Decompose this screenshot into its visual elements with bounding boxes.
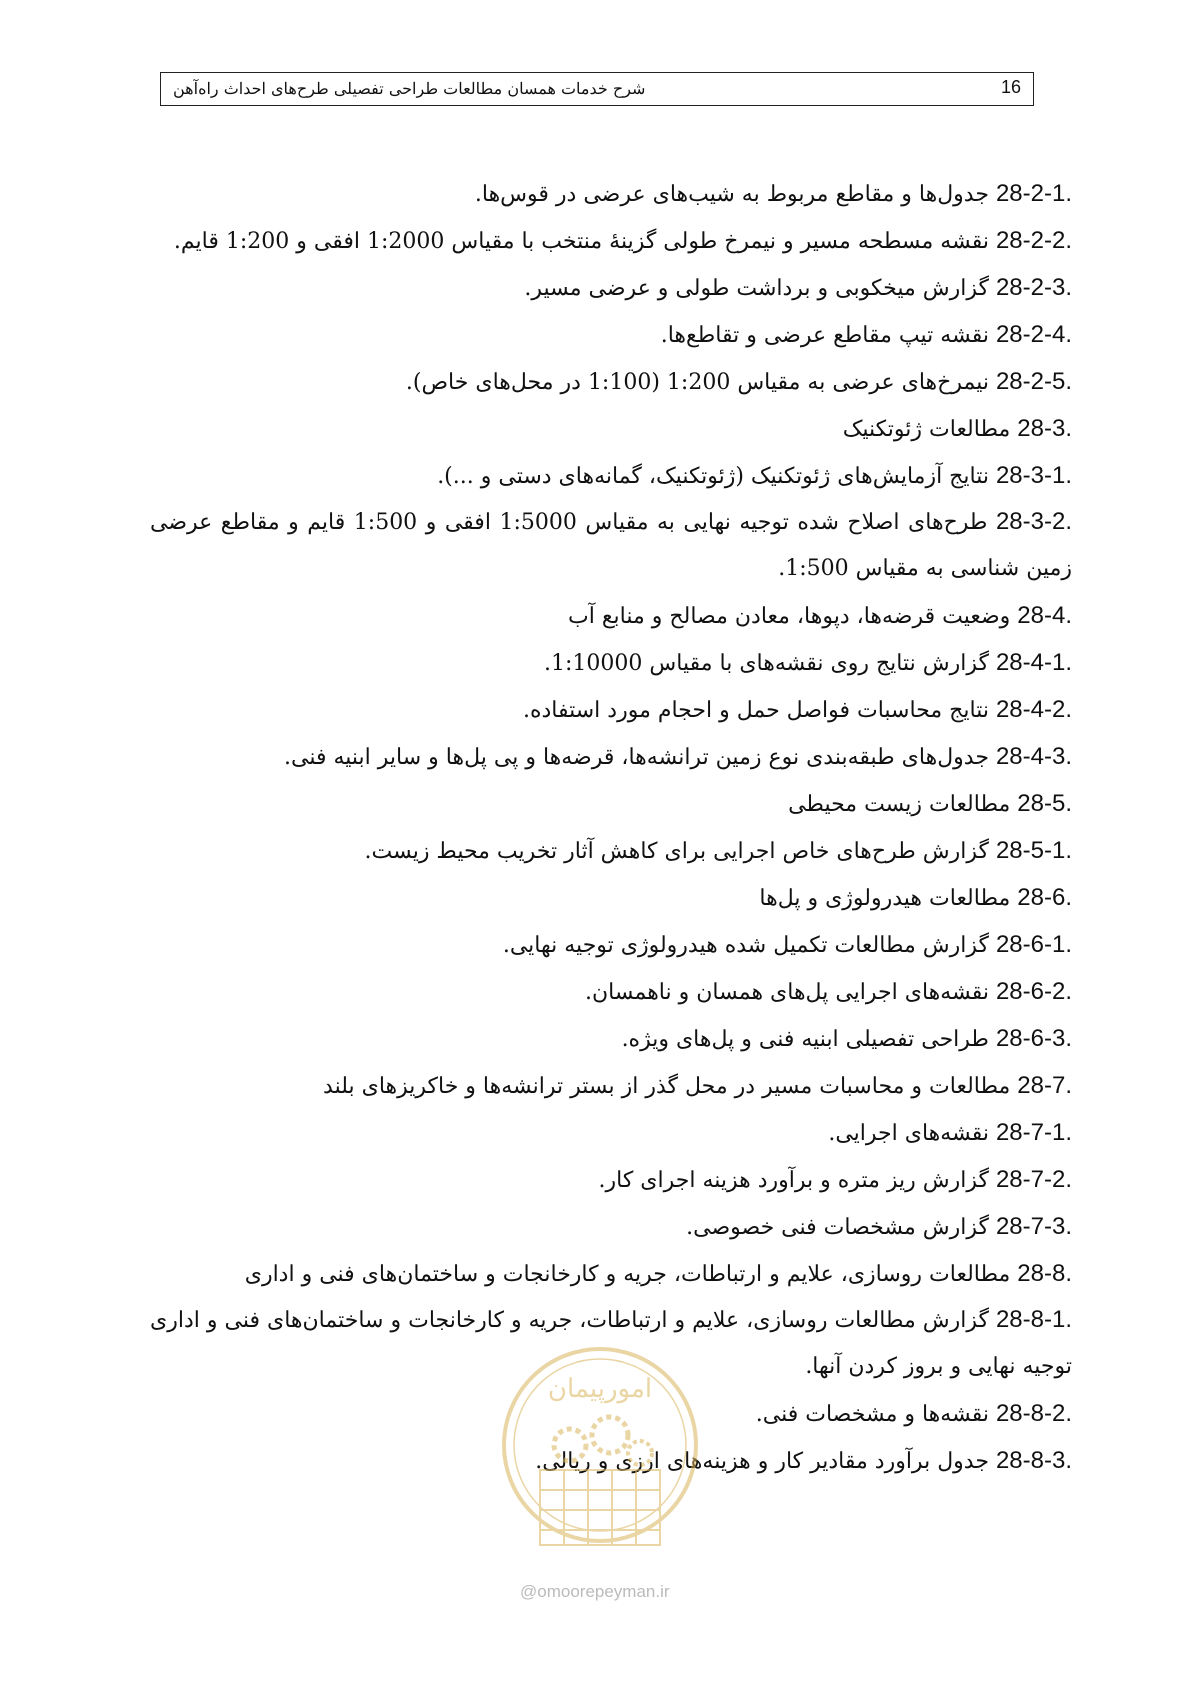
outline-item <box>150 780 1072 827</box>
item-number: 28-2-1. <box>995 180 1072 207</box>
item-number: 28-4-1. <box>995 649 1072 676</box>
outline-item <box>150 686 1072 733</box>
outline-item <box>150 217 1072 264</box>
outline-item <box>150 1109 1072 1156</box>
item-text: نتایج آزمایش‌های ژئوتکنیک (ژئوتکنیک، گمانه‌های دستی و ...). <box>437 464 996 489</box>
item-number: 28-3. <box>1017 415 1072 442</box>
item-number: 28-3-1. <box>995 462 1072 489</box>
outline-item <box>150 639 1072 686</box>
item-number: 28-2-2. <box>995 227 1072 254</box>
item-number: 28-8-1. <box>995 1306 1072 1333</box>
item-number: 28-5-1. <box>995 837 1072 864</box>
item-text: جدول برآورد مقادیر کار و هزینه‌های ارزی و ریالی. <box>535 1449 996 1474</box>
outline-item <box>150 1250 1072 1297</box>
item-text: گزارش نتایج روی نقشه‌های با مقیاس 1:10000. <box>544 651 996 676</box>
item-number: 28-8-2. <box>995 1400 1072 1427</box>
item-number: 28-6-3. <box>995 1025 1072 1052</box>
item-text: نقشه‌ها و مشخصات فنی. <box>755 1402 996 1427</box>
outline-item <box>150 311 1072 358</box>
item-text: گزارش مطالعات روسازی، علایم و ارتباطات، جریه و کارخانجات و ساختمان‌های فنی و اداری توجیه نهایی و بروز کردن آنها. <box>150 1308 1072 1379</box>
item-number: 28-8. <box>1017 1260 1072 1287</box>
outline-item <box>150 1156 1072 1203</box>
header-title: شرح خدمات همسان مطالعات طراحی تفصیلی طرح‌های احداث راه‌آهن <box>173 79 646 98</box>
item-text: طراحی تفصیلی ابنیه فنی و پل‌های ویژه. <box>621 1027 996 1052</box>
outline-item <box>150 358 1072 405</box>
outline-item <box>150 592 1072 639</box>
item-text: مطالعات روسازی، علایم و ارتباطات، جریه و کارخانجات و ساختمان‌های فنی و اداری <box>244 1262 1018 1287</box>
item-number: 28-7-3. <box>995 1213 1072 1240</box>
item-text: گزارش مطالعات تکمیل شده هیدرولوژی توجیه نهایی. <box>502 933 996 958</box>
item-number: 28-6. <box>1017 884 1072 911</box>
item-text: نقشه مسطحه مسیر و نیمرخ طولی گزینهٔ منتخب با مقیاس 1:2000 افقی و 1:200 قایم. <box>173 229 996 254</box>
item-number: 28-7-1. <box>995 1119 1072 1146</box>
item-number: 28-7-2. <box>995 1166 1072 1193</box>
item-text: مطالعات هیدرولوژی و پل‌ها <box>759 886 1018 911</box>
item-text: نقشه‌های اجرایی. <box>828 1121 996 1146</box>
item-number: 28-7. <box>1017 1072 1072 1099</box>
item-text: نقشه تیپ مقاطع عرضی و تقاطع‌ها. <box>660 323 996 348</box>
item-text: نقشه‌های اجرایی پل‌های همسان و ناهمسان. <box>585 980 996 1005</box>
outline-item <box>150 405 1072 452</box>
item-text: گزارش طرح‌های خاص اجرایی برای کاهش آثار تخریب محیط زیست. <box>364 839 996 864</box>
outline-item <box>150 733 1072 780</box>
watermark-site: @omoorepeyman.ir <box>520 1582 670 1601</box>
watermark-logo-text: امورپیمان <box>547 1374 653 1404</box>
item-text: طرح‌های اصلاح شده توجیه نهایی به مقیاس 1:5000 افقی و 1:500 قایم و مقاطع عرضی زمین شناسی به مقیاس 1:500. <box>150 510 1072 581</box>
item-number: 28-6-1. <box>995 931 1072 958</box>
item-text: نیمرخ‌های عرضی به مقیاس 1:200 (1:100 در محل‌های خاص). <box>405 370 996 395</box>
outline-item <box>150 1062 1072 1109</box>
outline-item <box>150 499 1072 592</box>
outline-item <box>150 1203 1072 1250</box>
watermark-logo <box>490 1335 710 1575</box>
item-text: گزارش ریز متره و برآورد هزینه اجرای کار. <box>598 1168 996 1193</box>
item-text: جدول‌های طبقه‌بندی نوع زمین ترانشه‌ها، قرضه‌ها و پی پل‌ها و سایر ابنیه فنی. <box>284 745 996 770</box>
item-number: 28-3-2. <box>995 508 1072 535</box>
outline-item <box>150 452 1072 499</box>
item-number: 28-6-2. <box>995 978 1072 1005</box>
item-number: 28-2-5. <box>995 368 1072 395</box>
item-text: مطالعات ژئوتکنیک <box>842 417 1018 442</box>
item-text: گزارش میخکوبی و برداشت طولی و عرضی مسیر. <box>524 276 996 301</box>
item-text: مطالعات و محاسبات مسیر در محل گذر از بستر ترانشه‌ها و خاکریزهای بلند <box>323 1074 1018 1099</box>
item-text: نتایج محاسبات فواصل حمل و احجام مورد استفاده. <box>522 698 996 723</box>
item-number: 28-2-3. <box>995 274 1072 301</box>
document-body <box>150 170 1072 1484</box>
item-number: 28-8-3. <box>995 1447 1072 1474</box>
item-number: 28-5. <box>1017 790 1072 817</box>
item-number: 28-2-4. <box>995 321 1072 348</box>
outline-item <box>150 264 1072 311</box>
item-text: جدول‌ها و مقاطع مربوط به شیب‌های عرضی در قوس‌ها. <box>474 182 996 207</box>
item-text: مطالعات زیست محیطی <box>788 792 1018 817</box>
outline-item <box>150 170 1072 217</box>
outline-item <box>150 827 1072 874</box>
item-number: 28-4-2. <box>995 696 1072 723</box>
page-header <box>160 72 1034 106</box>
item-text: گزارش مشخصات فنی خصوصی. <box>686 1215 996 1240</box>
item-number: 28-4. <box>1017 602 1072 629</box>
page-number: 16 <box>1000 77 1021 97</box>
outline-item <box>150 874 1072 921</box>
outline-item <box>150 1015 1072 1062</box>
item-number: 28-4-3. <box>995 743 1072 770</box>
outline-item <box>150 921 1072 968</box>
outline-item <box>150 968 1072 1015</box>
item-text: وضعیت قرضه‌ها، دپوها، معادن مصالح و منابع آب <box>568 604 1018 629</box>
